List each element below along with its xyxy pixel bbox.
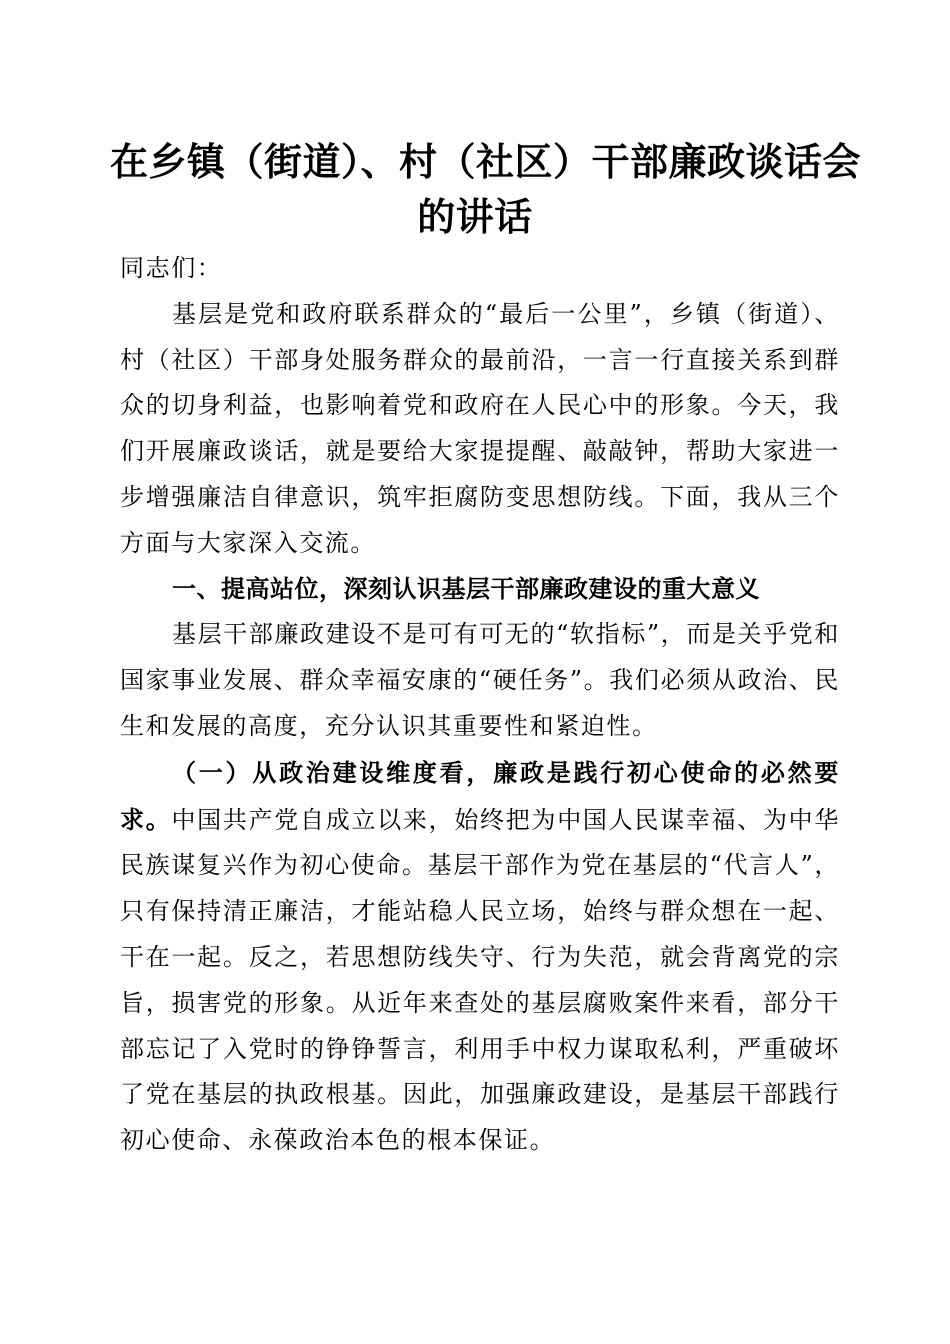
subsection-1-lead: （一）从政治建设维度看，廉政是践行初心使命的必然要求。	[120, 757, 840, 834]
section-1-heading: 一、提高站位，深刻认识基层干部廉政建设的重大意义	[172, 574, 760, 603]
subsection-1-text: 中国共产党自成立以来，始终把为中国人民谋幸福、为中华民族谋复兴作为初心使命。基层干部作为党在基层的“代言人”，只有保持清正廉洁，才能站稳人民立场，始终与群众想在一起、干在一起。反之，若思想防线失守、行为失范，就会背离党的宗旨，损害党的形象。从近年来查处的基层腐败案件来看，部分干部忘记了入党时的铮铮誓言，利用手中权力谋取私利，严重破坏了党在基层的执政根基。因此，加强廉政建设，是基层干部践行初心使命、永葆政治本色的根本保证。	[120, 805, 840, 1155]
document-title	[110, 134, 862, 244]
intro-paragraph: 基层是党和政府联系群众的“最后一公里”，乡镇（街道）、村（社区）干部身处服务群众的最前沿，一言一行直接关系到群众的切身利益，也影响着党和政府在人民心中的形象。今天，我们开展廉政谈话，就是要给大家提提醒、敲敲钟，帮助大家进一步增强廉洁自律意识，筑牢拒腐防变思想防线。下面，我从三个方面与大家深入交流。	[120, 299, 840, 557]
subsection-1-paragraph	[120, 750, 840, 1164]
salutation: 同志们：	[120, 254, 223, 282]
title-line-2: 的讲话	[417, 194, 533, 239]
title-line-1: 在乡镇（街道）、村（社区）干部廉政谈话会	[110, 139, 862, 184]
section-1-paragraph: 基层干部廉政建设不是可有可无的“软指标”，而是关乎党和国家事业发展、群众幸福安康的“硬任务”。我们必须从政治、民生和发展的高度，充分认识其重要性和紧迫性。	[120, 620, 840, 740]
document-body	[120, 246, 840, 1164]
